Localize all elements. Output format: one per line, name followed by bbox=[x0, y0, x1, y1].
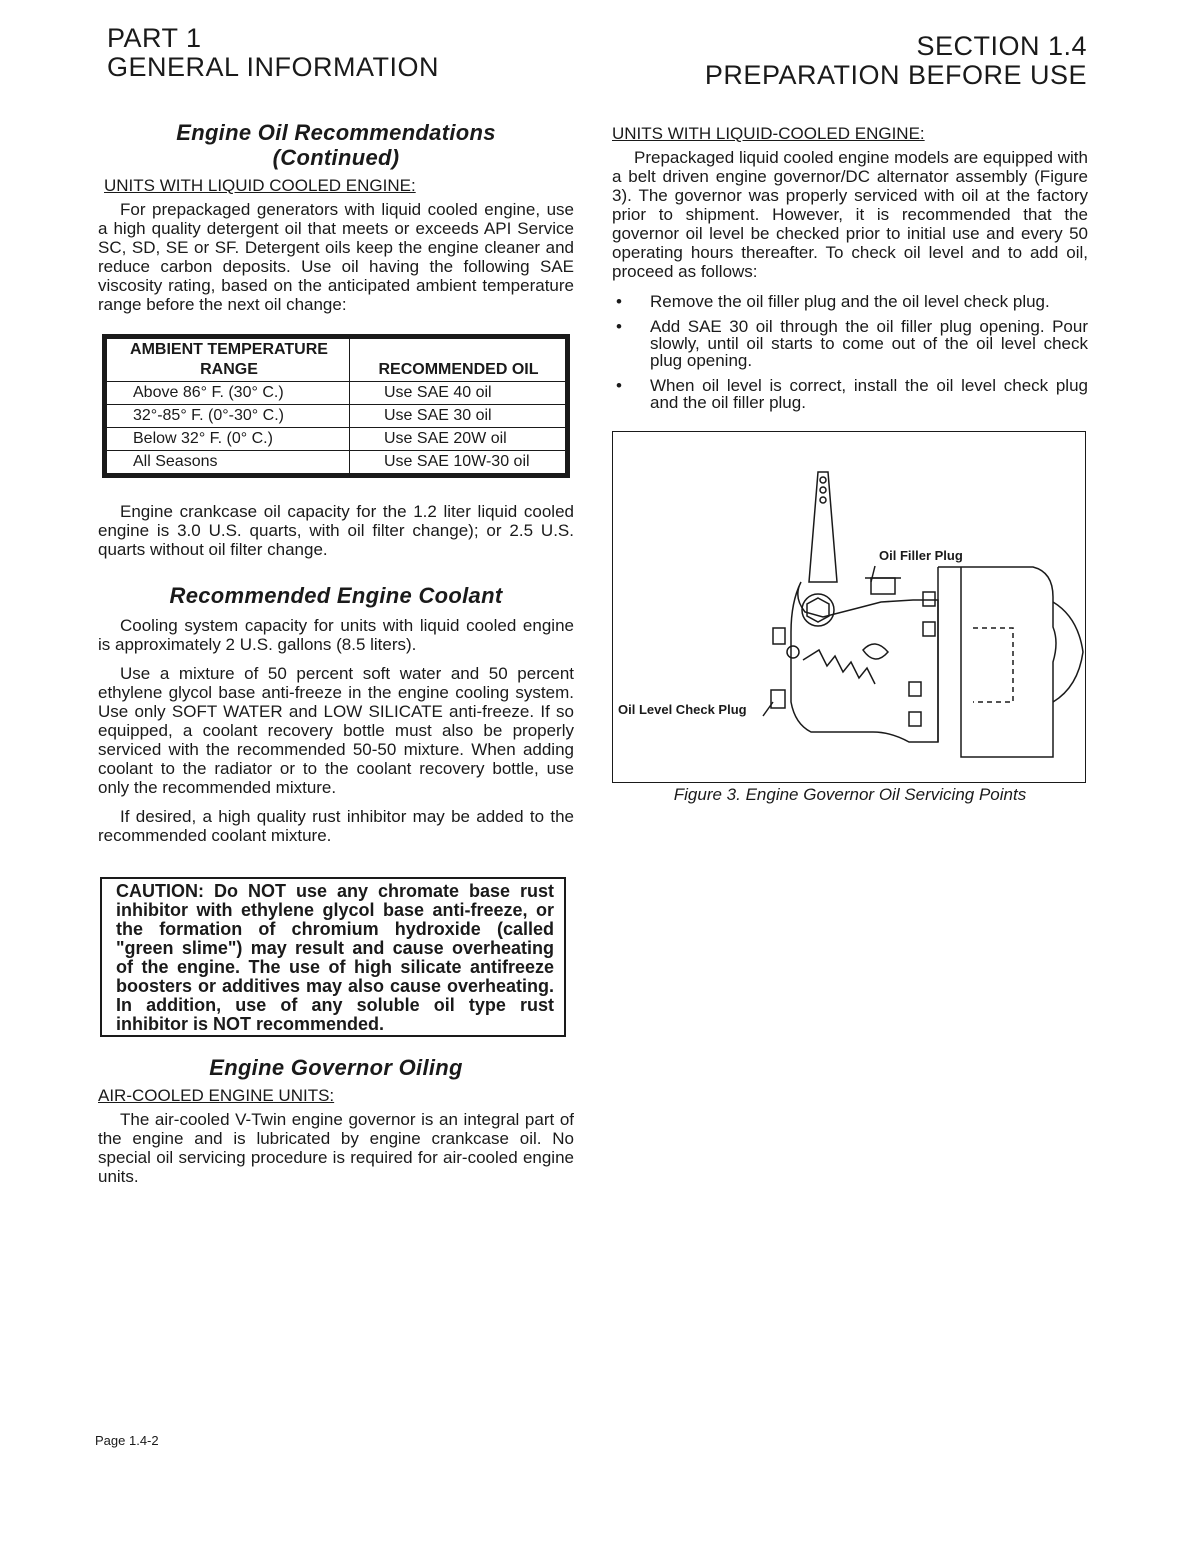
coolant-title: Recommended Engine Coolant bbox=[169, 583, 503, 608]
oil-paragraph: For prepackaged generators with liquid cooled engine, use a high quality detergent oil that meets or exceeds API Service SC, SD, SE or SF. Detergent oils keep the engine cleaner and reduce carbon deposits. Use oil having the following SAE viscosity rating, based on the anticipated ambient temperature range before the next oil change: bbox=[98, 200, 574, 314]
temperature-cell: Above 86° F. (30° C.) bbox=[105, 382, 350, 405]
governor-figure bbox=[612, 431, 1086, 783]
oil-cell: Use SAE 30 oil bbox=[350, 405, 568, 428]
service-steps bbox=[612, 293, 1088, 411]
governor-subhead: AIR-COOLED ENGINE UNITS: bbox=[98, 1086, 335, 1105]
list-item: • When oil level is correct, install the oil level check plug and the oil filler plug. bbox=[612, 377, 1088, 411]
temperature-cell: Below 32° F. (0° C.) bbox=[105, 428, 350, 451]
coolant-paragraph-2: Use a mixture of 50 percent soft water and 50 percent ethylene glycol base anti-freeze in the engine cooling system. Use only SOFT WATER and LOW SILICATE anti-freeze. If so equipped, a coolant recovery bottle must also be properly serviced with the recommended 50-50 mixture. When adding coolant to the radiator or to the coolant recovery bottle, use only the recommended mixture. bbox=[98, 664, 574, 797]
temperature-cell: 32°-85° F. (0°-30° C.) bbox=[105, 405, 350, 428]
oil-recommendations-title: Engine Oil Recommendations (Continued) bbox=[176, 120, 496, 170]
governor-paragraph: The air-cooled V-Twin engine governor is an integral part of the engine and is lubricated by engine crankcase oil. No special oil servicing procedure is required for air-cooled engine units. bbox=[98, 1110, 574, 1186]
table-row bbox=[105, 382, 568, 405]
right-column bbox=[612, 124, 1088, 805]
table-row bbox=[105, 405, 568, 428]
oil-filler-plug-label: Oil Filler Plug bbox=[879, 548, 963, 563]
left-column bbox=[98, 120, 574, 1186]
section-title: PREPARATION BEFORE USE bbox=[704, 60, 1087, 90]
oil-recommendation-table bbox=[102, 334, 570, 478]
governor-service-paragraph: Prepackaged liquid cooled engine models are equipped with a belt driven engine governor/DC alternator assembly (Figure 3). The governor was properly serviced with oil at the factory prior to shipment. However, it is recommended that the governor oil level be checked prior to initial use and every 50 operating hours thereafter. To check oil level and to add oil, proceed as follows: bbox=[612, 148, 1088, 281]
oil-cell: Use SAE 40 oil bbox=[350, 382, 568, 405]
caution-box: CAUTION: Do NOT use any chromate base rust inhibitor with ethylene glycol base anti-freeze, or the formation of chromium hydroxide (called "green slime") may result and cause overheating of the engine. The use of high silicate antifreeze boosters or additives may also cause overheating. In addition, use of any soluble oil type rust inhibitor is NOT recommended. bbox=[100, 877, 566, 1037]
governor-oiling-title: Engine Governor Oiling bbox=[209, 1055, 463, 1080]
column-header-oil: RECOMMENDED OIL bbox=[350, 337, 568, 382]
list-item: • Add SAE 30 oil through the oil filler plug opening. Pour slowly, until oil starts to come out of the oil level check plug opening. bbox=[612, 318, 1088, 369]
oil-subhead: UNITS WITH LIQUID COOLED ENGINE: bbox=[104, 176, 416, 195]
oil-cell: Use SAE 20W oil bbox=[350, 428, 568, 451]
part-title: GENERAL INFORMATION bbox=[107, 52, 440, 82]
coolant-paragraph-3: If desired, a high quality rust inhibitor may be added to the recommended coolant mixture. bbox=[98, 807, 574, 845]
temperature-cell: All Seasons bbox=[105, 451, 350, 476]
part-label: PART 1 bbox=[107, 23, 202, 53]
oil-cell: Use SAE 10W-30 oil bbox=[350, 451, 568, 476]
table-row bbox=[105, 428, 568, 451]
figure-caption: Figure 3. Engine Governor Oil Servicing Points bbox=[673, 785, 1027, 804]
header-right bbox=[705, 32, 1087, 90]
page-number: Page 1.4-2 bbox=[95, 1433, 159, 1448]
table-row bbox=[105, 451, 568, 476]
oil-level-check-plug-label: Oil Level Check Plug bbox=[618, 702, 747, 717]
capacity-paragraph: Engine crankcase oil capacity for the 1.2 liter liquid cooled engine is 3.0 U.S. quarts, with oil filter change); or 2.5 U.S. quarts without oil filter change. bbox=[98, 502, 574, 559]
coolant-paragraph-1: Cooling system capacity for units with liquid cooled engine is approximately 2 U.S. gallons (8.5 liters). bbox=[98, 616, 574, 654]
column-header-temperature: AMBIENT TEMPERATURE RANGE bbox=[105, 337, 350, 382]
governor-drawing bbox=[613, 432, 1085, 782]
section-label: SECTION 1.4 bbox=[916, 31, 1087, 61]
table-header-row bbox=[105, 337, 568, 382]
list-item: • Remove the oil filler plug and the oil level check plug. bbox=[612, 293, 1088, 310]
liquid-cooled-subhead: UNITS WITH LIQUID-COOLED ENGINE: bbox=[612, 124, 925, 143]
header-left bbox=[107, 24, 439, 82]
